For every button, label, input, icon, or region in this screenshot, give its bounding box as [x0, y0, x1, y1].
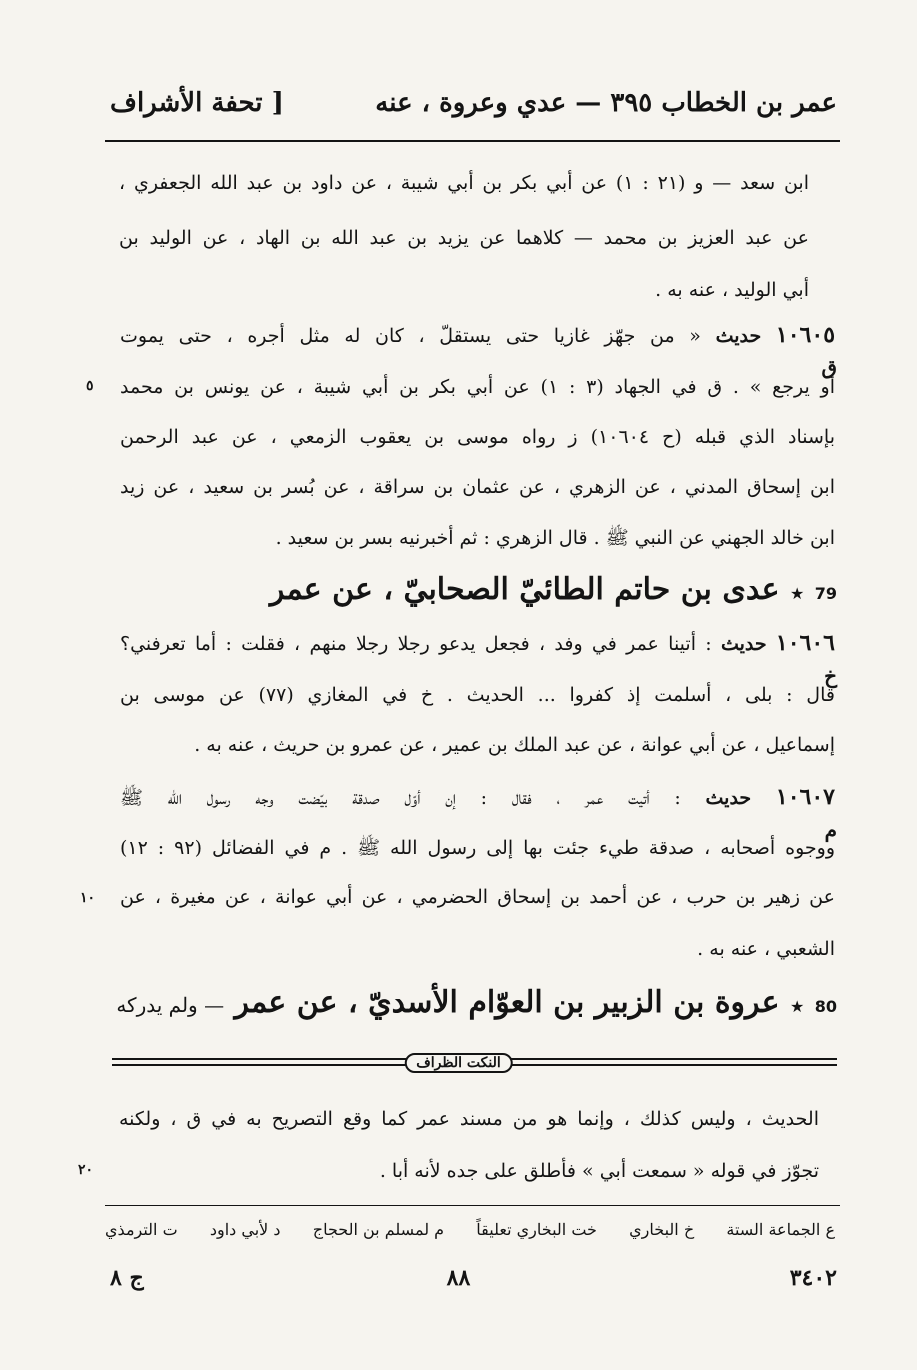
- text-line: بإسناد الذي قبله (ح ١٠٦٠٤) ز رواه موسى بن يعقوب الزمعي ، عن عبد الرحمن: [120, 426, 835, 448]
- star-icon: ★: [789, 584, 805, 603]
- section-number: 80: [814, 997, 837, 1016]
- hadith-keyword: حديث: [720, 633, 767, 655]
- hadith-first-line: [120, 784, 835, 814]
- text-line: إسماعيل ، عن أبي عوانة ، عن عبد الملك بن عمير ، عن عمرو بن حريث ، عنه به .: [194, 734, 835, 756]
- star-icon: ★: [789, 997, 805, 1016]
- nukat-label: النكت الظراف: [404, 1053, 513, 1073]
- text-line: الشعبي ، عنه به .: [697, 938, 835, 960]
- section-title: عروة بن الزبير بن العوّام الأسديّ ، عن عمر: [234, 985, 780, 1020]
- hadith-keyword: حديث: [705, 787, 752, 809]
- legend-item: ت الترمذي: [105, 1220, 178, 1239]
- line-number: ١٠: [80, 890, 96, 906]
- section-heading-80: [116, 985, 837, 1020]
- text-line: ابن إسحاق المدني ، عن الزهري ، عن عثمان بن سراقة ، عن بُسر بن سعيد ، عن زيد: [120, 476, 835, 498]
- line-number: ٢٠: [78, 1162, 94, 1178]
- text-line: عن عبد العزيز بن محمد — كلاهما عن يزيد بن عبد الله بن الهاد ، عن الوليد بن: [119, 227, 809, 249]
- hadith-first-line: [120, 322, 835, 348]
- section-heading-79: [270, 572, 837, 607]
- volume-number: ج ٨: [110, 1265, 144, 1291]
- running-head-left: [ تحفة الأشراف: [110, 88, 284, 118]
- nukat-line: الحديث ، وليس كذلك ، وإنما هو من مسند عمر كما وقع التصريح به في ق ، ولكنه: [119, 1108, 819, 1130]
- legend-rule: [105, 1205, 840, 1206]
- text-line: عن زهير بن حرب ، عن أحمد بن إسحاق الحضرمي ، عن أبي عوانة ، عن مغيرة ، عن: [120, 886, 835, 908]
- legend-item: خت البخاري تعليقاً: [476, 1220, 597, 1239]
- text-line: أو يرجع » . ق في الجهاد (٣ : ١) عن أبي بكر بن أبي شيبة ، عن يونس بن محمد: [120, 376, 836, 398]
- hadith-number: ١٠٦٠٦: [775, 630, 835, 656]
- text-line: ابن سعد — و (٢١ : ١) عن أبي بكر بن أبي شيبة ، عن داود بن عبد الله الجعفري ،: [119, 172, 809, 194]
- hadith-keyword: حديث: [715, 325, 762, 347]
- footer-entry-number: ٣٤٠٢: [789, 1265, 837, 1291]
- hadith-number: ١٠٦٠٧: [775, 784, 835, 810]
- hadith-text: : أتيت عمر ، فقال : إن أوّل صدقة بيّضت وجه رسول الله ﷺ: [120, 787, 681, 809]
- line-number: ٥: [86, 378, 94, 394]
- siglum-mark: م: [824, 818, 837, 842]
- sigla-legend: [105, 1220, 835, 1239]
- section-note: — ولم يدركه: [116, 993, 225, 1017]
- page-number: ٨٨: [446, 1265, 471, 1291]
- nukat-line: تجوّز في قوله « سمعت أبي » فأطلق على جده لأنه أبا .: [379, 1160, 819, 1182]
- section-number: 79: [814, 584, 837, 603]
- legend-item: خ البخاري: [629, 1220, 695, 1239]
- siglum-mark: خ: [824, 664, 837, 688]
- hadith-first-line: [120, 630, 835, 656]
- hadith-text: « من جهّز غازيا حتى يستقلّ ، كان له مثل أجره ، حتى يموت: [120, 325, 701, 347]
- header-rule: [105, 140, 840, 142]
- siglum-mark: ق: [821, 355, 837, 379]
- hadith-number: ١٠٦٠٥: [775, 322, 836, 348]
- legend-item: ع الجماعة الستة: [726, 1220, 835, 1239]
- hadith-text: : أتينا عمر في وفد ، فجعل يدعو رجلا رجلا منهم ، فقلت : أما تعرفني؟: [120, 633, 712, 655]
- section-title: عدى بن حاتم الطائيّ الصحابيّ ، عن عمر: [269, 572, 780, 607]
- running-head-right: عمر بن الخطاب ٣٩٥ — عدي وعروة ، عنه: [375, 88, 837, 118]
- legend-item: م لمسلم بن الحجاج: [312, 1220, 445, 1239]
- text-line: قال : بلى ، أسلمت إذ كفروا ... الحديث . خ في المغازي (٧٧) عن موسى بن: [120, 684, 835, 706]
- text-line: ابن خالد الجهني عن النبي ﷺ . قال الزهري : ثم أخبرنيه بسر بن سعيد .: [275, 527, 835, 549]
- text-line: أبي الوليد ، عنه به .: [655, 279, 809, 301]
- legend-item: د لأبي داود: [209, 1220, 281, 1239]
- text-line: ووجوه أصحابه ، صدقة طيء جئت بها إلى رسول الله ﷺ . م في الفضائل (٩٢ : ١٢): [120, 837, 835, 859]
